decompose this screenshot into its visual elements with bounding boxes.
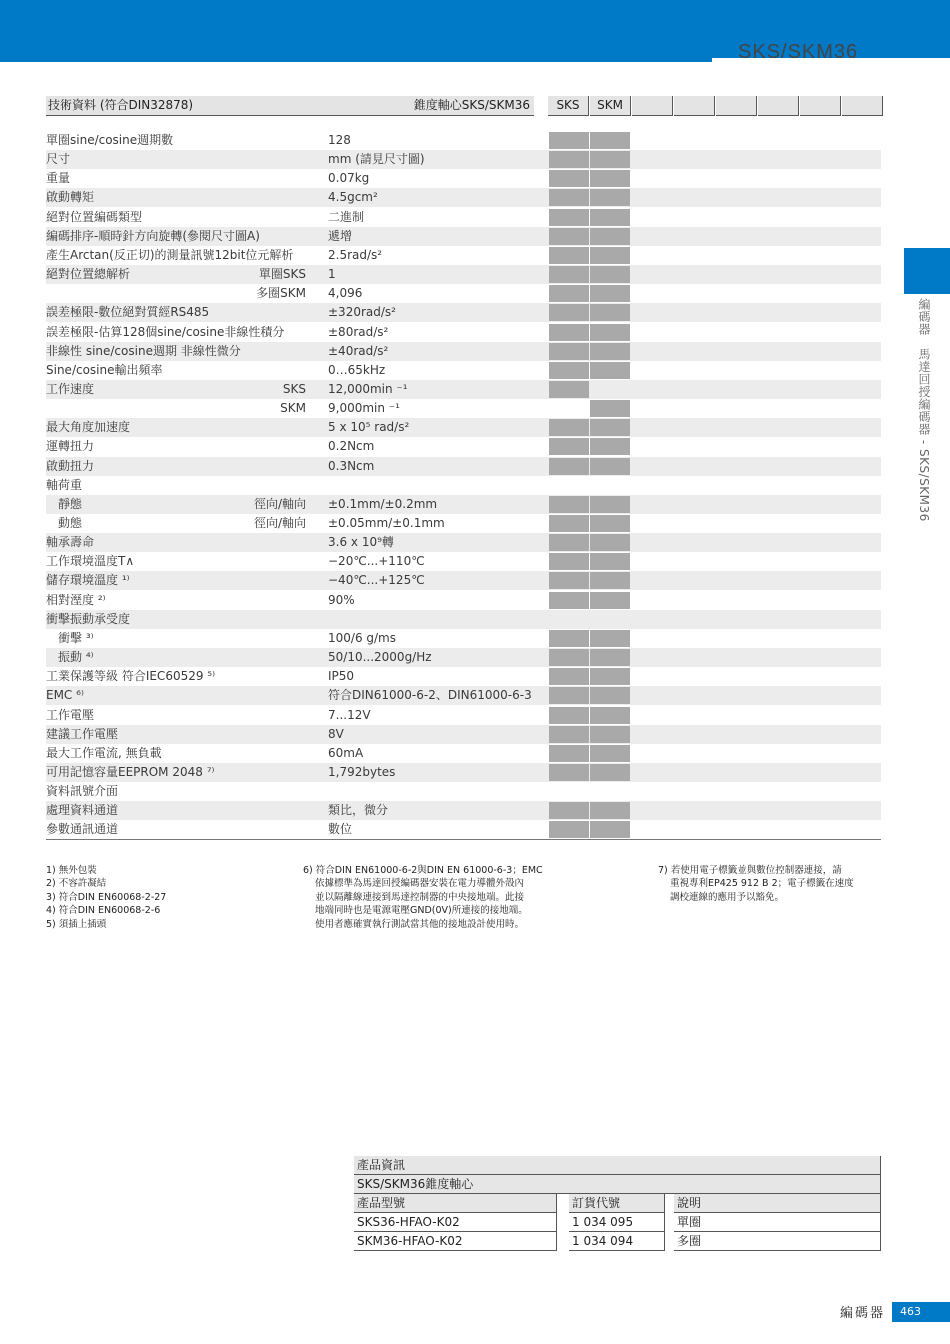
sks-applies-cell (549, 247, 589, 264)
skm-applies-cell (590, 534, 630, 551)
sks-applies-cell (549, 189, 589, 206)
skm-applies-cell (590, 438, 630, 455)
table-row (46, 246, 881, 265)
table-row (46, 457, 881, 476)
footnote-line: 5) 須插上插頭 (46, 918, 107, 930)
spec-value: 128 (328, 133, 351, 147)
spec-value: 遞增 (328, 228, 353, 243)
spec-sublabel: SKM (280, 401, 306, 416)
spec-label: 工作環境溫度T∧ (46, 554, 135, 569)
spec-table-subtitle: 錐度軸心SKS/SKM36 (413, 98, 530, 112)
sks-applies-cell (549, 745, 589, 762)
table-row (46, 495, 881, 514)
table-row (46, 476, 881, 495)
spec-label: 軸荷重 (46, 477, 83, 492)
table-row (46, 150, 881, 169)
table-row (46, 801, 881, 820)
spec-value: 類比，微分 (328, 803, 389, 818)
table-row (46, 686, 881, 705)
side-section-tab (904, 248, 950, 294)
spec-value: 1 (328, 267, 336, 282)
spec-label: 啟動扭力 (46, 458, 95, 473)
spec-label: 處理資料通道 (46, 803, 119, 818)
table-row (46, 227, 881, 246)
spec-label: 軸承壽命 (46, 535, 95, 550)
spec-table-title-cell (46, 96, 534, 116)
table-row (46, 706, 881, 725)
product-info-title: 產品資訊 (354, 1156, 881, 1175)
spec-label: 振動 ⁴⁾ (58, 650, 94, 665)
spec-label: 衝擊振動承受度 (46, 611, 131, 626)
sks-applies-cell (549, 381, 589, 398)
sks-applies-cell (549, 170, 589, 187)
table-row (46, 571, 881, 590)
skm-applies-cell (590, 687, 630, 704)
sks-applies-cell (549, 304, 589, 321)
table-row (46, 303, 881, 322)
skm-applies-cell (590, 247, 630, 264)
sks-applies-cell (549, 726, 589, 743)
spec-label: 絕對位置編碼類型 (46, 209, 143, 224)
skm-applies-cell (590, 266, 630, 283)
spec-label: 建議工作電壓 (46, 726, 119, 741)
spec-column-header (716, 96, 757, 116)
product-description: 單圈 (674, 1213, 881, 1232)
spec-sublabel: 徑向/軸向 (253, 496, 306, 511)
spec-sublabel: 單圈SKS (258, 267, 306, 282)
spec-label: 誤差極限-數位絕對質經RS485 (46, 305, 210, 320)
spec-label: 尺寸 (46, 152, 71, 167)
table-row (46, 552, 881, 571)
spec-column-header (842, 96, 883, 116)
spec-value: 符合DIN61000-6-2、DIN61000-6-3 (328, 688, 532, 703)
sks-applies-cell (549, 821, 589, 838)
spec-value: 60mA (328, 745, 364, 760)
table-row (46, 437, 881, 456)
sks-applies-cell (549, 802, 589, 819)
table-row (46, 284, 881, 303)
table-row (46, 380, 881, 399)
table-row (46, 533, 881, 552)
table-row (46, 131, 881, 150)
footnote-line: 依據標準為馬達回授編碼器安裝在電力導體外殼內 (315, 878, 525, 890)
skm-applies-cell (590, 707, 630, 724)
spec-value: 9,000min ⁻¹ (328, 401, 400, 416)
spec-label: 可用記憶容量EEPROM 2048 ⁷⁾ (46, 764, 215, 779)
skm-applies-cell (590, 132, 630, 149)
spec-value: 0.3Ncm (328, 458, 375, 473)
spec-value: 1,792bytes (328, 764, 396, 779)
skm-applies-cell (590, 285, 630, 302)
table-row (46, 763, 881, 782)
spec-value: 4,096 (328, 286, 363, 301)
product-model: SKM36-HFAO-K02 (354, 1232, 557, 1251)
spec-column-header (632, 96, 673, 116)
spec-value: 5 x 10⁵ rad/s² (328, 420, 410, 435)
sks-applies-cell (549, 534, 589, 551)
table-row (46, 265, 881, 284)
spec-value: −40℃...+125℃ (328, 573, 425, 588)
spec-column-header: SKS (548, 96, 589, 116)
spec-label: 儲存環境溫度 ¹⁾ (46, 573, 130, 588)
sks-applies-cell (549, 151, 589, 168)
table-row (46, 782, 881, 801)
skm-applies-cell (590, 151, 630, 168)
skm-applies-cell (590, 630, 630, 647)
spec-label: 絕對位置總解析 (46, 267, 131, 282)
spec-label: 工作電壓 (46, 707, 95, 722)
spec-column-header: SKM (590, 96, 631, 116)
spec-label: 單圈sine/cosine週期數 (46, 133, 174, 147)
spec-table-title: 技術資料 (符合DIN32878) (48, 98, 194, 112)
spec-table-bottom-rule (46, 839, 881, 840)
table-row (46, 342, 881, 361)
product-description: 多圈 (674, 1232, 881, 1251)
sks-applies-cell (549, 228, 589, 245)
spec-label: EMC ⁶⁾ (46, 688, 84, 703)
skm-applies-cell (590, 343, 630, 360)
spec-label: 參數通訊通道 (46, 822, 119, 837)
footnote-line: 4) 符合DIN EN60068-2-6 (46, 905, 161, 917)
sks-applies-cell (549, 419, 589, 436)
spec-value: 4.5gcm² (328, 190, 378, 205)
sks-applies-cell (549, 707, 589, 724)
spec-label: 運轉扭力 (46, 439, 95, 454)
footnote-line: 重視專利EP425 912 B 2；電子標籤在速度 (670, 878, 854, 890)
table-row (46, 361, 881, 380)
spec-label: 非線性 sine/cosine週期 非線性微分 (46, 343, 241, 358)
side-section-label: 編碼器 馬達回授編碼器 - SKS/SKM36 (917, 298, 931, 522)
spec-label: 最大工作電流, 無負載 (46, 745, 162, 760)
sks-applies-cell (549, 438, 589, 455)
sks-applies-cell (549, 458, 589, 475)
skm-applies-cell (590, 668, 630, 685)
sks-applies-cell (549, 687, 589, 704)
sks-applies-cell (549, 572, 589, 589)
spec-label: 啟動轉矩 (46, 190, 95, 205)
footnote-line: 1) 無外包裝 (46, 865, 97, 876)
spec-label: Sine/cosine輸出頻率 (46, 362, 163, 377)
spec-value: ±0.05mm/±0.1mm (328, 516, 445, 530)
spec-label: 重量 (46, 171, 71, 186)
product-order-code: 1 034 094 (569, 1232, 665, 1251)
spec-label: 相對溼度 ²⁾ (46, 592, 106, 607)
table-row (46, 208, 881, 227)
spec-value: 100/6 g/ms (328, 630, 396, 645)
top-banner-strip (0, 58, 712, 62)
spec-value: IP50 (328, 669, 355, 684)
table-row (46, 629, 881, 648)
skm-applies-cell (590, 458, 630, 475)
spec-value: 3.6 x 10⁹轉 (328, 535, 394, 550)
spec-value: −20℃...+110℃ (328, 554, 425, 569)
spec-label: 最大角度加速度 (46, 420, 131, 435)
spec-value: 0.07kg (328, 171, 370, 186)
spec-value: 數位 (328, 822, 353, 837)
header-order-code: 訂貨代號 (569, 1194, 665, 1213)
sks-applies-cell (549, 592, 589, 609)
spec-label: 靜態 (58, 496, 83, 511)
skm-applies-cell (590, 170, 630, 187)
skm-applies-cell (590, 764, 630, 781)
table-row (46, 744, 881, 763)
spec-label: 衝擊 ³⁾ (58, 630, 94, 645)
spec-sublabel: SKS (282, 381, 306, 396)
table-row (46, 323, 881, 342)
spec-label: 工業保護等級 符合IEC60529 ⁵⁾ (46, 669, 216, 684)
sks-applies-cell (549, 362, 589, 379)
table-row (46, 610, 881, 629)
table-row (46, 169, 881, 188)
table-row (46, 591, 881, 610)
spec-label: 誤差極限-估算128個sine/cosine非線性積分 (46, 324, 285, 339)
spec-value: 12,000min ⁻¹ (328, 381, 408, 396)
spec-value: ±320rad/s² (328, 305, 396, 320)
spec-sublabel: 徑向/軸向 (253, 516, 306, 530)
table-row (46, 418, 881, 437)
table-row (46, 648, 881, 667)
header-model: 產品型號 (354, 1194, 557, 1213)
spec-value: 90% (328, 592, 355, 607)
skm-applies-cell (590, 400, 630, 417)
table-row (46, 667, 881, 686)
spec-value: ±0.1mm/±0.2mm (328, 496, 438, 511)
skm-applies-cell (590, 821, 630, 838)
spec-label: 產生Arctan(反正切)的測量訊號12bit位元解析 (46, 247, 294, 262)
spec-value: mm (請見尺寸圖) (328, 152, 425, 167)
skm-applies-cell (590, 515, 630, 532)
table-row (46, 188, 881, 207)
footnote-line: 地端同時也是電源電壓GND(0V)所連接的接地端。 (315, 905, 528, 917)
table-row (46, 725, 881, 744)
footnote-line: 2) 不容許凝結 (46, 878, 107, 890)
skm-applies-cell (590, 189, 630, 206)
spec-value: 50/10...2000g/Hz (328, 650, 432, 665)
spec-column-header (674, 96, 715, 116)
sks-applies-cell (549, 515, 589, 532)
footnote-line: 6) 符合DIN EN61000-6-2與DIN EN 61000-6-3；EMC (303, 865, 543, 876)
spec-label: 動態 (58, 516, 83, 530)
skm-applies-cell (590, 419, 630, 436)
sks-applies-cell (549, 764, 589, 781)
skm-applies-cell (590, 802, 630, 819)
spec-value: ±80rad/s² (328, 324, 389, 339)
table-row (354, 1232, 881, 1251)
skm-applies-cell (590, 209, 630, 226)
footnote-line: 並以隔離線連接到馬達控制器的中央接地端。此接 (315, 891, 525, 903)
product-info-subtitle: SKS/SKM36錐度軸心 (354, 1175, 881, 1194)
sks-applies-cell (549, 649, 589, 666)
spec-sublabel: 多圈SKM (256, 286, 306, 301)
footnote-line: 調校連線的應用予以豁免。 (670, 891, 785, 903)
spec-value: ±40rad/s² (328, 343, 389, 358)
spec-column-header (800, 96, 841, 116)
spec-label: 編碼排序-順時針方向旋轉(參閱尺寸圖A) (46, 228, 260, 243)
product-info-header-row (354, 1194, 881, 1213)
spec-label: 資料訊號介面 (46, 784, 119, 799)
footnote-line: 3) 符合DIN EN60068-2-27 (46, 891, 167, 903)
spec-value: 0…65kHz (328, 362, 386, 377)
table-row (46, 399, 881, 418)
skm-applies-cell (590, 649, 630, 666)
sks-applies-cell (549, 553, 589, 570)
page-title: SKS/SKM36 (738, 41, 859, 63)
spec-value: 0.2Ncm (328, 439, 375, 454)
spec-value: 7...12V (328, 707, 371, 722)
skm-applies-cell (590, 745, 630, 762)
skm-applies-cell (590, 324, 630, 341)
sks-applies-cell (549, 630, 589, 647)
skm-applies-cell (590, 572, 630, 589)
product-order-code: 1 034 095 (569, 1213, 665, 1232)
sks-applies-cell (549, 266, 589, 283)
sks-applies-cell (549, 209, 589, 226)
product-model: SKS36-HFAO-K02 (354, 1213, 557, 1232)
skm-applies-cell (590, 304, 630, 321)
page-number: 463 (892, 1302, 950, 1322)
skm-applies-cell (590, 726, 630, 743)
sks-applies-cell (549, 324, 589, 341)
skm-applies-cell (590, 228, 630, 245)
table-row (46, 820, 881, 839)
skm-applies-cell (590, 592, 630, 609)
sks-applies-cell (549, 132, 589, 149)
table-row (354, 1213, 881, 1232)
spec-value: 2.5rad/s² (328, 247, 383, 262)
skm-applies-cell (590, 362, 630, 379)
sks-applies-cell (549, 496, 589, 513)
sks-applies-cell (549, 668, 589, 685)
skm-applies-cell (590, 553, 630, 570)
spec-value: 8V (328, 726, 344, 741)
spec-value: 二進制 (328, 209, 365, 224)
footnote-line: 使用者應確實執行測試當其他的接地設計使用時。 (315, 918, 525, 930)
footnote-line: 7) 若使用電子標籤並與數位控制器連接，請 (658, 865, 842, 876)
spec-column-header (758, 96, 799, 116)
sks-applies-cell (549, 343, 589, 360)
sks-applies-cell (549, 285, 589, 302)
table-row (46, 514, 881, 533)
footer-section-label: 編碼器 (840, 1306, 886, 1321)
header-description: 說明 (674, 1194, 881, 1213)
spec-label: 工作速度 (46, 381, 95, 396)
skm-applies-cell (590, 496, 630, 513)
